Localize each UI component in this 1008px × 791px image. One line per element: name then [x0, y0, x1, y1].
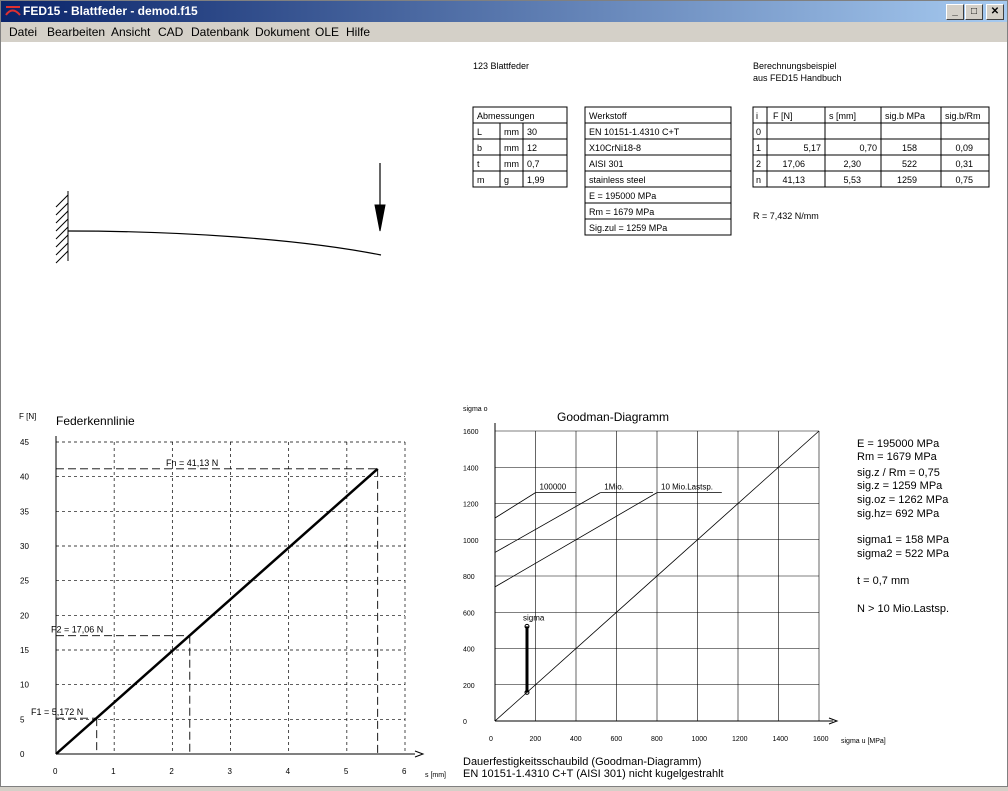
- title-bar: [1, 1, 1007, 22]
- load-cell: 0,75: [955, 175, 973, 185]
- spring-y-tick: 40: [20, 472, 29, 482]
- spring-chart: [19, 412, 446, 779]
- goodman-y-tick: 1400: [463, 465, 479, 473]
- drawing-svg: [1, 43, 1007, 786]
- load-cell: 2,30: [843, 159, 861, 169]
- material-cell: AISI 301: [589, 159, 624, 169]
- spring-y-tick: 45: [20, 438, 29, 447]
- load-cell: 0,31: [955, 159, 973, 169]
- load-cell: 158: [901, 143, 917, 153]
- spring-label: 123 Blattfeder: [473, 61, 530, 71]
- spring-annotation: Fn = 41,13 N: [166, 457, 219, 468]
- result-line: t = 0,7 mm: [857, 575, 910, 587]
- material-cell: E = 195000 MPa: [589, 191, 657, 201]
- load-cell: 0,09: [955, 143, 973, 153]
- goodman-curve: [495, 493, 536, 518]
- goodman-y-label: sigma o: [463, 406, 488, 413]
- result-line: E = 195000 MPa: [857, 438, 940, 450]
- results-list: [857, 438, 950, 615]
- dimensions-title: Abmessungen: [477, 111, 535, 121]
- material-title: Werkstoff: [589, 111, 627, 121]
- result-line: sigma1 = 158 MPa: [857, 534, 950, 546]
- dim-cell: 12: [527, 143, 538, 153]
- spring-x-label: s [mm]: [425, 772, 446, 779]
- minimize-icon: _: [952, 6, 958, 17]
- menu-ansicht[interactable]: Ansicht: [111, 25, 151, 39]
- minimize-button[interactable]: [946, 4, 964, 20]
- spring-y-tick: 20: [20, 611, 29, 621]
- material-cell: stainless steel: [589, 175, 646, 185]
- goodman-curve: [495, 493, 600, 553]
- maximize-icon: □: [970, 6, 978, 17]
- material-cell: Rm = 1679 MPa: [589, 207, 655, 217]
- goodman-y-tick: 1200: [463, 501, 479, 509]
- spring-x-tick: 4: [285, 767, 291, 776]
- goodman-y-tick: 200: [463, 682, 475, 690]
- goodman-y-tick: 800: [463, 574, 475, 581]
- example-line1: Berechnungsbeispiel: [753, 61, 837, 71]
- dim-cell: mm: [504, 143, 519, 153]
- load-cell: 5,17: [803, 143, 821, 153]
- spring-y-tick: 0: [20, 750, 25, 759]
- load-cell: 522: [901, 159, 917, 169]
- spring-x-tick: 6: [402, 767, 407, 776]
- load-header: sig.b/Rm: [945, 111, 981, 121]
- window-title: FED15 - Blattfeder - demod.f15: [23, 4, 198, 18]
- result-line: sig.z = 1259 MPa: [857, 480, 943, 492]
- dim-cell: g: [504, 175, 510, 185]
- spring-y-tick: 25: [20, 576, 29, 586]
- material-cell: EN 10151-1.4310 C+T: [589, 127, 680, 137]
- spring-x-tick: 0: [53, 767, 58, 776]
- load-cell: 17,06: [782, 159, 805, 169]
- spring-y-label: F [N]: [19, 412, 37, 421]
- spring-x-tick: 3: [227, 767, 232, 776]
- dim-cell: 30: [527, 127, 538, 137]
- dim-cell: m: [477, 175, 485, 185]
- maximize-button[interactable]: [965, 4, 983, 20]
- spring-x-tick: 2: [169, 767, 174, 776]
- dim-cell: mm: [504, 127, 519, 137]
- goodman-y-tick: 1600: [463, 429, 479, 436]
- goodman-y-tick: 0: [463, 719, 467, 726]
- goodman-caption-2: EN 10151-1.4310 C+T (AISI 301) nicht kugelgestrahlt: [463, 768, 724, 780]
- goodman-x-tick: 1000: [691, 736, 708, 743]
- close-button[interactable]: [986, 4, 1004, 20]
- menu-bar: [1, 22, 1007, 43]
- dim-cell: L: [477, 127, 483, 137]
- menu-cad[interactable]: CAD: [158, 25, 184, 39]
- spring-rate: R = 7,432 N/mm: [753, 211, 819, 221]
- goodman-x-tick: 400: [570, 736, 582, 743]
- spring-x-tick: 1: [111, 767, 116, 776]
- menu-datei[interactable]: Datei: [9, 25, 38, 39]
- result-line: sig.hz= 692 MPa: [857, 508, 940, 520]
- goodman-chart: [463, 406, 886, 780]
- result-line: sig.oz = 1262 MPa: [857, 494, 949, 506]
- load-header: i: [756, 111, 758, 121]
- example-line2: aus FED15 Handbuch: [753, 73, 842, 83]
- spring-sketch: [56, 163, 385, 263]
- load-cell: 5,53: [843, 175, 861, 185]
- menu-ole[interactable]: OLE: [315, 25, 340, 39]
- load-cell: 0: [756, 127, 762, 137]
- result-line: sig.z / Rm = 0,75: [857, 467, 940, 479]
- goodman-curve-label: 1Mio.: [604, 482, 624, 492]
- goodman-x-tick: 0: [489, 736, 493, 743]
- dim-cell: 0,7: [527, 159, 540, 169]
- spring-y-tick: 30: [20, 542, 29, 551]
- spring-x-arrow: [415, 751, 423, 757]
- result-line: Rm = 1679 MPa: [857, 451, 937, 463]
- menu-hilfe[interactable]: Hilfe: [346, 25, 371, 39]
- spring-title: Federkennlinie: [56, 414, 135, 428]
- goodman-x-tick: 1200: [732, 736, 748, 743]
- goodman-x-tick: 600: [610, 736, 623, 743]
- material-cell: Sig.zul = 1259 MPa: [589, 223, 668, 233]
- menu-bearbeiten[interactable]: Bearbeiten: [47, 25, 106, 39]
- dim-cell: 1,99: [527, 175, 545, 185]
- spring-annotation: F2 = 17,06 N: [51, 624, 104, 635]
- goodman-sigma-label: sigma: [522, 613, 545, 623]
- spring-y-tick: 15: [20, 646, 29, 655]
- result-line: sigma2 = 522 MPa: [857, 548, 950, 560]
- dim-cell: t: [477, 159, 480, 169]
- load-cell: 0,70: [859, 143, 877, 153]
- dim-cell: mm: [504, 159, 519, 169]
- goodman-x-tick: 200: [529, 736, 542, 743]
- load-cell: 1: [756, 143, 762, 153]
- goodman-y-tick: 1000: [463, 537, 479, 545]
- drawing-canvas[interactable]: [1, 43, 1007, 786]
- goodman-title: Goodman-Diagramm: [557, 410, 670, 424]
- goodman-x-tick: 1600: [813, 736, 829, 743]
- app-icon: [5, 4, 21, 18]
- goodman-curve-label: 100000: [539, 482, 567, 492]
- menu-dokument[interactable]: Dokument: [255, 25, 310, 39]
- goodman-y-tick: 600: [463, 610, 475, 618]
- goodman-caption-1: Dauerfestigkeitsschaubild (Goodman-Diagramm): [463, 756, 702, 768]
- load-header: sig.b MPa: [885, 111, 926, 121]
- goodman-curve-label: 10 Mio.Lastsp.: [661, 482, 714, 492]
- load-cell: 2: [756, 159, 762, 169]
- goodman-x-label: sigma u [MPa]: [841, 738, 886, 745]
- spring-annotation: F1 = 5,172 N: [31, 707, 84, 718]
- load-header: F [N]: [773, 111, 793, 121]
- goodman-y-tick: 400: [463, 646, 475, 654]
- spring-y-tick: 5: [20, 715, 25, 725]
- spring-y-tick: 35: [20, 507, 29, 517]
- load-cell: 41,13: [782, 175, 805, 185]
- load-header: s [mm]: [829, 111, 856, 121]
- spring-y-tick: 10: [20, 680, 29, 690]
- material-cell: X10CrNi18-8: [589, 143, 642, 153]
- dim-cell: b: [477, 143, 483, 153]
- load-cell: 1259: [896, 175, 917, 185]
- menu-datenbank[interactable]: Datenbank: [191, 25, 250, 39]
- spring-x-tick: 5: [343, 767, 349, 776]
- result-line: N > 10 Mio.Lastsp.: [857, 603, 950, 615]
- load-cell: n: [756, 175, 762, 185]
- goodman-x-tick: 1400: [772, 736, 789, 743]
- close-icon: ✕: [990, 6, 1000, 17]
- goodman-x-tick: 800: [651, 736, 663, 743]
